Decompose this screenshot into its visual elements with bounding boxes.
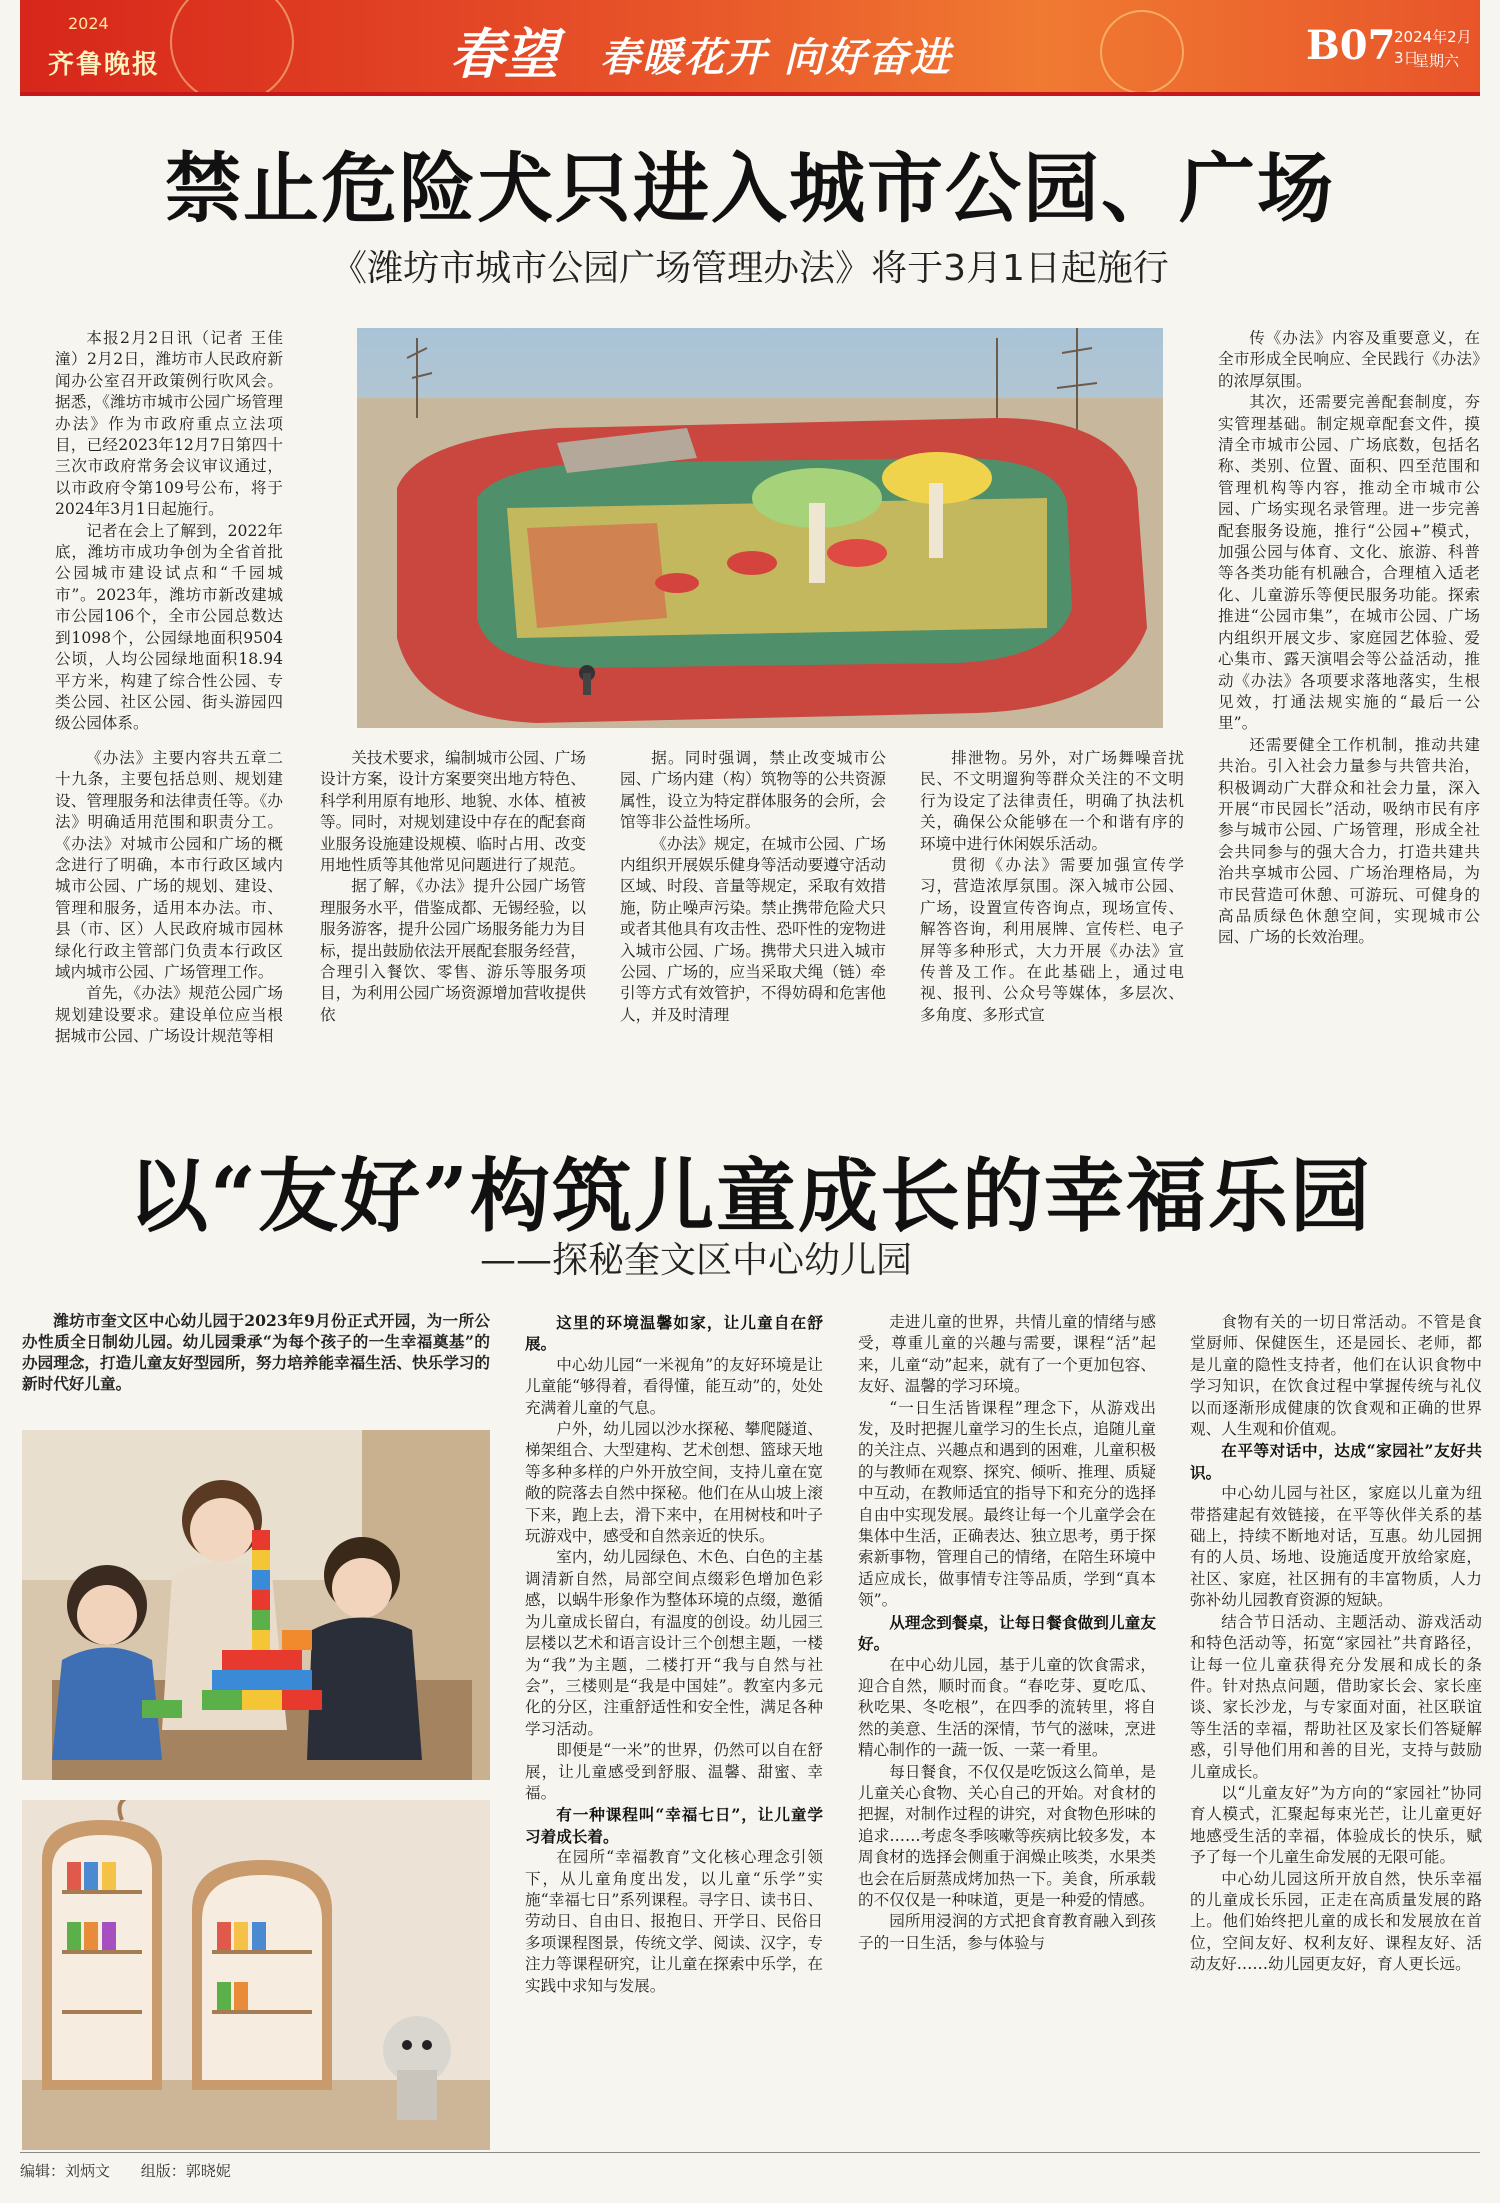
reading-corner-photo (22, 1800, 490, 2150)
playground-illustration (357, 328, 1163, 728)
paragraph: 食物有关的一切日常活动。不管是食堂厨师、保健医生，还是园长、老师，都是儿童的隐性支持者，他们在认识食物中学习知识，在饮食过程中掌握传统与礼仪以而逐渐形成健康的饮食观和正确的世界观、人生观和价值观。 (1190, 1313, 1482, 1439)
article1-column-right (1218, 328, 1480, 1078)
section-subhead: 这里的环境温馨如家，让儿童自在舒展。 (525, 1313, 823, 1354)
paragraph: 本报2月2日讯（记者 王佳潼）2月2日，潍坊市人民政府新闻办公室召开政策例行吹风会。据悉，《潍坊市城市公园广场管理办法》作为市政府重点立法项目，已经2023年12月7日第四十三次市政府常务会议审议通过，以市政府令第109号公布，将于2024年3月1日起施行。 (55, 329, 283, 519)
paragraph: 户外，幼儿园以沙水探秘、攀爬隧道、梯架组合、大型建构、艺术创想、篮球天地等多种多样的户外开放空间，支持儿童在宽敞的院落去自然中探秘。他们在从山坡上滚下来，跑上去，滑下来中，在用树枝和叶子玩游戏中，感受和自然亲近的快乐。 (525, 1420, 823, 1546)
page-footer (20, 2160, 257, 2181)
article1-headline: 禁止危险犬只进入城市公园、广场 (165, 144, 1335, 233)
children-blocks-photo (22, 1430, 490, 1780)
article2-column-1 (525, 1312, 823, 2152)
paragraph: 其次，还需要完善配套制度，夯实管理基础。制定规章配套文件，摸清全市城市公园、广场底数，包括名称、类别、位置、面积、四至范围和管理机构等内容，推动全市城市公园、广场实现名录管理。进一步完善配套服务设施，推行“公园+”模式，加强公园与体育、文化、旅游、科普等各类功能有机融合，合理植入适老化、儿童游乐等便民服务功能。探索推进“公园市集”，在城市公园、广场内组织开展文步、家庭园艺体验、爱心集市、露天演唱会等公益活动，推动《办法》各项要求落地落实，生根见效，打通法规实施的“最后一公里”。 (1218, 393, 1480, 733)
paragraph: 即便是“一米”的世界，仍然可以自在舒展，让儿童感受到舒服、温馨、甜蜜、幸福。 (525, 1741, 823, 1802)
article2-column-2 (858, 1312, 1156, 2152)
decor-circle (1100, 10, 1184, 94)
article1-column-left (55, 328, 283, 748)
paragraph: 据。同时强调，禁止改变城市公园、广场内建（构）筑物等的公共资源属性，设立为特定群体服务的会所，会馆等非公益性场所。 (620, 749, 886, 832)
section-subhead: 有一种课程叫“幸福七日”，让儿童学习着成长着。 (525, 1805, 823, 1846)
paragraph: 贯彻《办法》需要加强宣传学习，营造浓厚氛围。深入城市公园、广场，设置宣传咨询点，现场宣传、解答咨询，利用展牌、宣传栏、电子屏等多种形式，大力开展《办法》宣传普及工作。在此基础上，通过电视、报刊、公众号等媒体，多层次、多角度、多形式宣 (920, 856, 1184, 1024)
page-number: B07 (1306, 22, 1396, 69)
paragraph: 还需要健全工作机制，推动共建共治。引入社会力量参与共管共治，积极调动广大群众和社会力量，深入开展“市民园长”活动，吸纳市民有序参与城市公园、广场管理，形成全社会共同参与的强大合力，打造共建共治共享城市公园、广场治理格局，为市民营造可休憩、可游玩、可健身的高品质绿色休憩空间，实现城市公园、广场的长效治理。 (1218, 735, 1480, 947)
paragraph: 传《办法》内容及重要意义，在全市形成全民响应、全民践行《办法》的浓厚氛围。 (1218, 329, 1480, 390)
section-subhead: 从理念到餐桌，让每日餐食做到儿童友好。 (858, 1612, 1156, 1654)
reading-corner-illustration (22, 1800, 490, 2150)
footer-editor: 编辑：刘炳文 (20, 2162, 111, 2180)
issue-weekday: 星期六 (1414, 52, 1460, 70)
paragraph: 《办法》规定，在城市公园、广场内组织开展娱乐健身等活动要遵守活动区域、时段、音量等规定，采取有效措施，防止噪声污染。禁止携带危险犬只或者其他具有攻击性、恐吓性的宠物进入城市公园、广场。携带犬只进入城市公园、广场的，应当采取犬绳（链）牵引等方式有效管护，不得妨碍和危害他人，并及时清理 (620, 834, 886, 1024)
issue-date: 2024年2月3日 (1394, 28, 1472, 67)
header-year: 2024 (68, 14, 109, 33)
paragraph: 中心幼儿园“一米视角”的友好环境是让儿童能“够得着，看得懂，能互动”的，处处充满着儿童的气息。 (525, 1355, 823, 1417)
paragraph: 结合节日活动、主题活动、游戏活动和特色活动等，拓宽“家园社”共育路径，让每一位儿童获得充分发展和成长的条件。针对热点问题，借助家长会、家长座谈、家长沙龙，与专家面对面，社区联谊等生活的幸福，帮助社区及家长们答疑解惑，引导他们用和善的目光，支持与鼓励儿童成长。 (1190, 1612, 1482, 1781)
paragraph: 关技术要求，编制城市公园、广场设计方案，设计方案要突出地方特色、科学利用原有地形、地貌、水体、植被等。同时，对规划建设中存在的配套商业服务设施建设规模、临时占用、改变用地性质等其他常见问题进行了规范。 (320, 749, 586, 875)
paragraph: 走进儿童的世界，共情儿童的情绪与感受，尊重儿童的兴趣与需要，课程“活”起来，儿童“动”起来，就有了一个更加包容、友好、温馨的学习环境。 (858, 1313, 1156, 1396)
article1-column-2 (320, 748, 586, 1078)
paragraph: 园所用浸润的方式把食育教育融入到孩子的一日生活，参与体验与 (858, 1912, 1156, 1952)
article2-headline: 以“友好”构筑儿童成长的幸福乐园 (127, 1149, 1373, 1243)
paragraph: 以“儿童友好”为方向的“家园社”协同育人模式，汇聚起每束光芒，让儿童更好地感受生活的幸福，体验成长的快乐，赋予了每一个儿童生命发展的无限可能。 (1190, 1783, 1482, 1867)
paragraph: 首先，《办法》规范公园广场规划建设要求。建设单位应当根据城市公园、广场设计规范等相 (55, 984, 283, 1046)
section-title: 春望 (450, 22, 558, 86)
decor-circle (170, 0, 294, 96)
paragraph: 每日餐食，不仅仅是吃饭这么简单，是儿童关心食物、关心自己的开始。对食材的把握，对制作过程的讲究，对食物色形味的追求……考虑冬季咳嗽等疾病比较多发，本周食材的选择会侧重于润燥止咳类，水果类也会在后厨蒸成烤加热一下。美食，所承载的不仅仅是一种味道，更是一种爱的情感。 (858, 1762, 1156, 1909)
section-subhead: 在平等对话中，达成“家园社”友好共识。 (1190, 1441, 1482, 1482)
paragraph: 中心幼儿园与社区，家庭以儿童为纽带搭建起有效链接，在平等伙伴关系的基础上，持续不断地对话，互惠。幼儿园拥有的人员、场地、设施适度开放给家庭，社区、家庭，社区拥有的丰富物质，人力弥补幼儿园教育资源的短缺。 (1190, 1484, 1482, 1610)
paragraph: 在中心幼儿园，基于儿童的饮食需求，迎合自然，顺时而食。“春吃芽、夏吃瓜、秋吃果、冬吃根”，在四季的流转里，将自然的美意、生活的深情，节气的滋味，烹进精心制作的一蔬一饭、一菜一肴里。 (858, 1655, 1156, 1760)
paragraph: “一日生活皆课程”理念下，从游戏出发，及时把握儿童学习的生长点，追随儿童的关注点、兴趣点和遇到的困难，儿童积极的与教师在观察、探究、倾听、推理、质疑中互动，在教师适宜的指导下和充分的选择自由中实现发展。最终让每一个儿童学会在集体中生活，正确表达、独立思考，勇于探索新事物，管理自己的情绪，在陪生环境中适应成长，做事情专注等品质，学到“真本领”。 (858, 1398, 1156, 1610)
paragraph: 《办法》主要内容共五章二十九条，主要包括总则、规划建设、管理服务和法律责任等。《办法》明确适用范围和职责分工。《办法》对城市公园和广场的概念进行了明确，本市行政区域内城市公园、广场的规划、建设、管理和服务，适用本办法。市、县（市、区）人民政府城市园林绿化行政主管部门负责本行政区域内城市公园、广场管理工作。 (55, 749, 283, 982)
article1-column-1 (55, 748, 283, 1078)
paragraph: 据了解，《办法》提升公园广场管理服务水平，借鉴成都、无锡经验，以服务游客，提升公园广场服务能力为目标，提出鼓励依法开展配套服务经营，合理引入餐饮、零售、游乐等服务项目，为利用公园广场资源增加营收提供依 (320, 877, 586, 1024)
article2-subheadline: ——探秘奎文区中心幼儿园 (480, 1240, 913, 1281)
article1-column-4 (920, 748, 1184, 1078)
playground-photo (357, 328, 1163, 728)
paragraph: 记者在会上了解到，2022年底，潍坊市成功争创为全省首批公园城市建设试点和“千园城市”。2023年，潍坊市新改建城市公园106个，全市公园总数达到1098个，公园绿地面积9504公顷，人均公园绿地面积18.94平方米，构建了综合性公园、专类公园、社区公园、街头游园四级公园体系。 (55, 521, 283, 733)
page-header-banner (20, 0, 1480, 96)
article1-subheadline: 《潍坊市城市公园广场管理办法》将于3月1日起施行 (331, 248, 1169, 289)
footer-divider (20, 2152, 1480, 2153)
article2-lead: 潍坊市奎文区中心幼儿园于2023年9月份正式开园，为一所公办性质全日制幼儿园。幼儿园秉承“为每个孩子的一生幸福奠基”的办园理念，打造儿童友好型园所，努力培养能幸福生活、快乐学习的新时代好儿童。 (22, 1311, 490, 1393)
newspaper-logo: 齐鲁晚报 (48, 50, 161, 80)
paragraph: 在园所“幸福教育”文化核心理念引领下，从儿童角度出发，以儿童“乐学”实施“幸福七日”系列课程。寻字日、读书日、劳动日、自由日、报抱日、开学日、民俗日多项课程图景，传统文学、阅读、汉字，专注力等课程研究，让儿童在探索中乐学，在实践中求知与发展。 (525, 1848, 823, 1995)
section-slogan: 春暖花开 向好奋进 (600, 34, 952, 81)
paragraph: 排泄物。另外，对广场舞噪音扰民、不文明遛狗等群众关注的不文明行为设定了法律责任，明确了执法机关，确保公众能够在一个和谐有序的环境中进行休闲娱乐活动。 (920, 749, 1184, 853)
article1-column-3 (620, 748, 886, 1078)
article2-column-3 (1190, 1312, 1482, 2152)
paragraph: 中心幼儿园这所开放自然，快乐幸福的儿童成长乐园，正走在高质量发展的路上。他们始终把儿童的成长和发展放在首位，空间友好、权利友好、课程友好、活动友好……幼儿园更友好，育人更长远。 (1190, 1869, 1482, 1974)
paragraph: 室内，幼儿园绿色、木色、白色的主基调清新自然，局部空间点缀彩色增加色彩感，以蜗牛形象作为整体环境的点缀，邀循为儿童成长留白，有温度的创设。幼儿园三层楼以艺术和语言设计三个创想主题，一楼为“我”为主题，二楼打开“我与自然与社会”，三楼则是“我是中国娃”。教室内多元化的分区，注重舒适性和安全性，满足各种学习活动。 (525, 1548, 823, 1738)
children-blocks-illustration (22, 1430, 490, 1780)
footer-layout: 组版：郭晓妮 (140, 2162, 231, 2180)
